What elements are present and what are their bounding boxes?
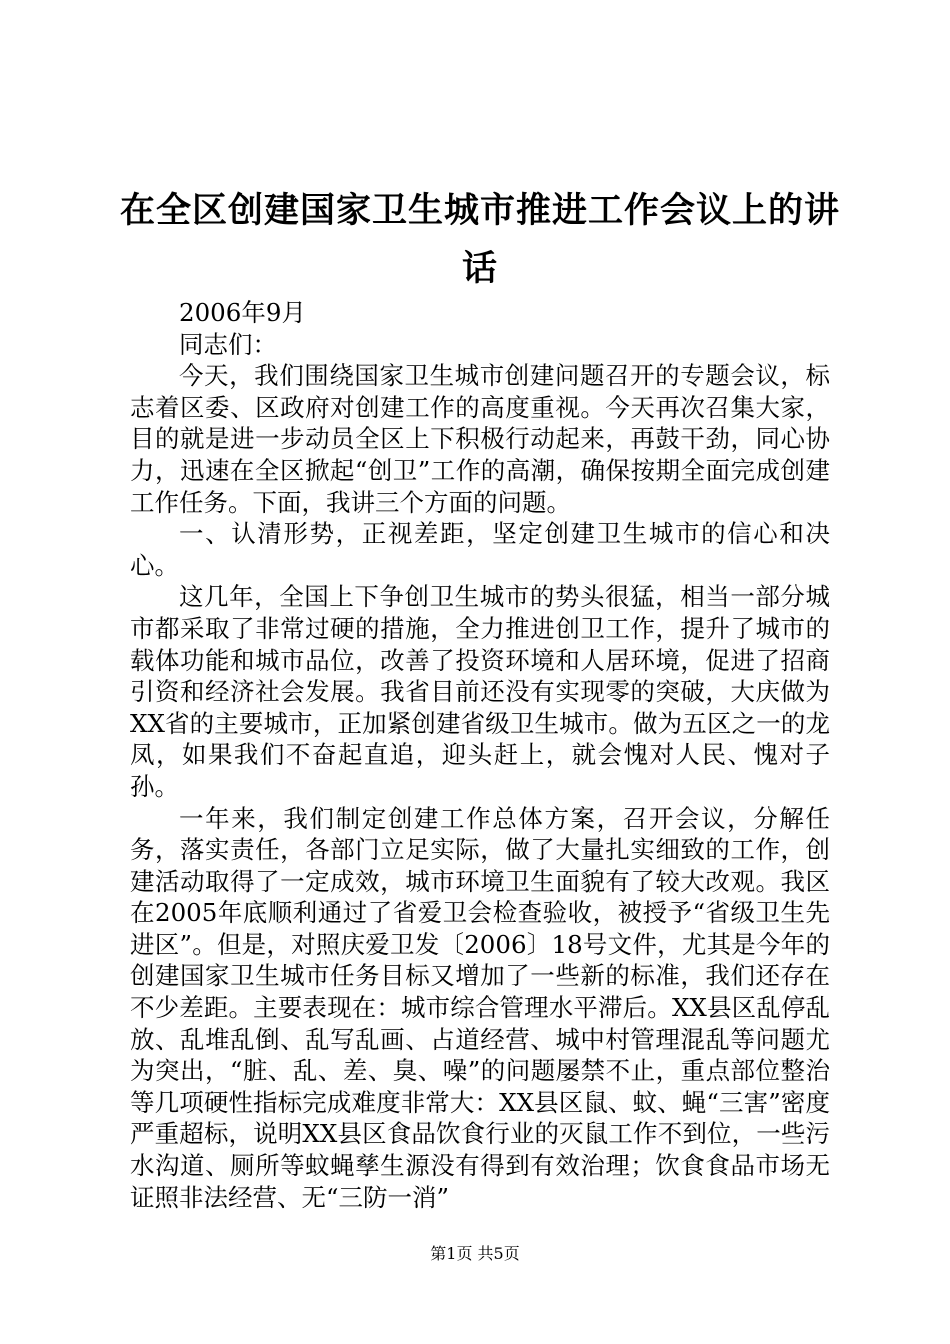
paragraph: 一年来，我们制定创建工作总体方案，召开会议，分解任务，落实责任，各部门立足实际，做了大量扎实细致的工作，创建活动取得了一定成效，城市环境卫生面貌有了较大改观。我区在2005年底顺利通过了省爱卫会检查验收，被授予“省级卫生先进区”。但是，对照庆爱卫发〔2006〕18号文件，尤其是今年的创建国家卫生城市任务目标又增加了一些新的标准，我们还存在不少差距。主要表现在：城市综合管理水平滞后。XX县区乱停乱放、乱堆乱倒、乱写乱画、占道经营、城中村管理混乱等问题尤为突出，“脏、乱、差、臭、噪”的问题屡禁不止，重点部位整治等几项硬性指标完成难度非常大：XX县区鼠、蚊、蝇“三害”密度严重超标，说明XX县区食品饮食行业的灭鼠工作不到位，一些污水沟道、厕所等蚊蝇孳生源没有得到有效治理；饮食食品市场无证照非法经营、无“三防一消” (130, 803, 830, 1212)
page-footer: 第1页 共5页 (430, 1244, 520, 1263)
section-heading: 一、认清形势，正视差距，坚定创建卫生城市的信心和决心。 (130, 519, 830, 580)
document-title: 在全区创建国家卫生城市推进工作会议上的讲话 (120, 191, 841, 289)
document-date: 2006年9月 (179, 298, 306, 327)
paragraph: 今天，我们围绕国家卫生城市创建问题召开的专题会议，标志着区委、区政府对创建工作的高度重视。今天再次召集大家，目的就是进一步动员全区上下积极行动起来，再鼓干劲，同心协力，迅速在全区掀起“创卫”工作的高潮，确保按期全面完成创建工作任务。下面，我讲三个方面的问题。 (130, 361, 830, 517)
document-body (130, 297, 830, 1213)
salutation: 同志们： (179, 329, 277, 359)
paragraph: 这几年，全国上下争创卫生城市的势头很猛，相当一部分城市都采取了非常过硬的措施，全力推进创卫工作，提升了城市的载体功能和城市品位，改善了投资环境和人居环境，促进了招商引资和经济社会发展。我省目前还没有实现零的突破，大庆做为XX省的主要城市，正加紧创建省级卫生城市。做为五区之一的龙凤，如果我们不奋起直追，迎头赶上，就会愧对人民、愧对子孙。 (130, 582, 830, 801)
